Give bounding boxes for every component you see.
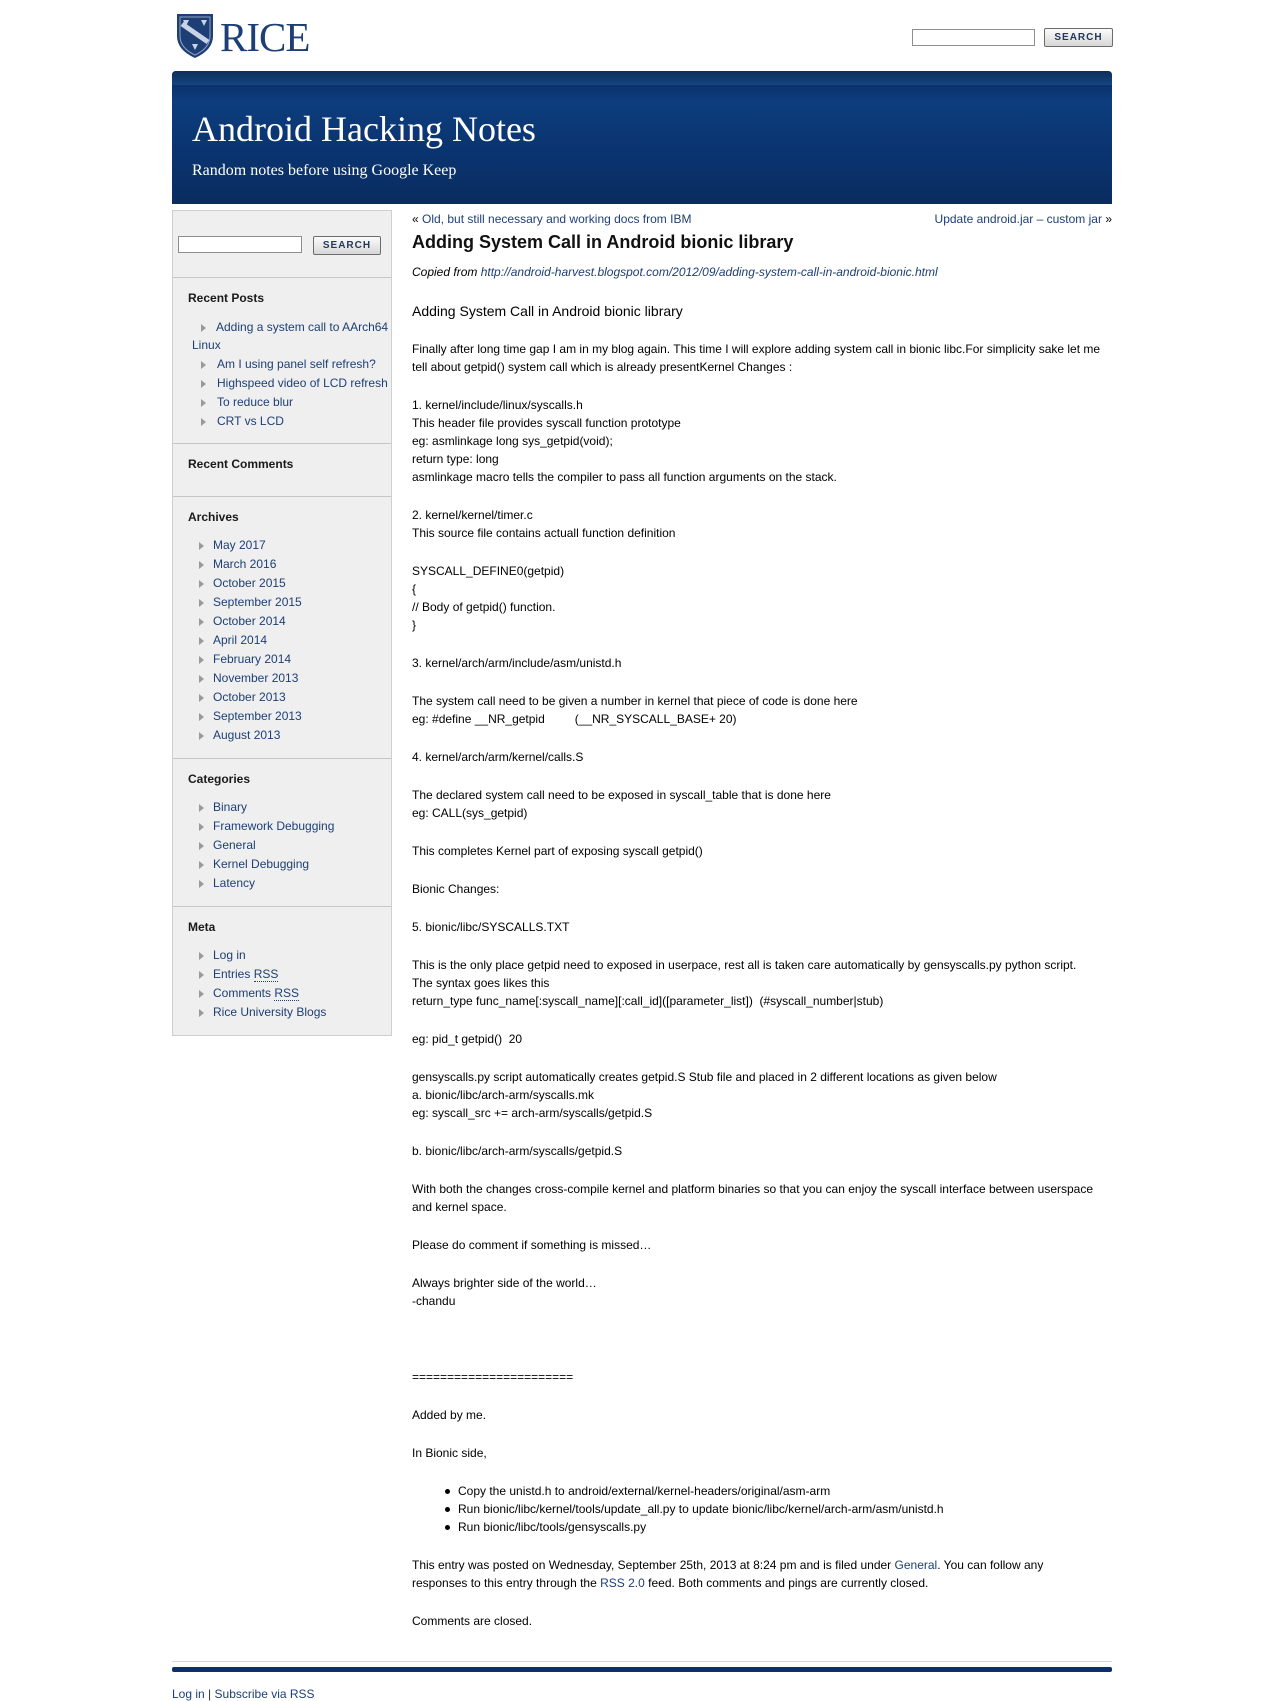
bullet-arrow-icon (199, 804, 204, 812)
category-item[interactable] (173, 836, 391, 855)
next-post-nav (935, 212, 1112, 226)
recent-post-link[interactable]: Highspeed video of LCD refresh (217, 376, 388, 390)
recent-posts-list-rest (173, 355, 391, 431)
body-line: ======================= (412, 1370, 574, 1384)
bullet-arrow-icon (199, 542, 204, 550)
prev-arrow: « (412, 212, 419, 226)
archive-link[interactable]: October 2015 (213, 576, 286, 590)
bullet-arrow-icon (199, 618, 204, 626)
archive-item[interactable] (173, 631, 391, 650)
blog-header-banner (172, 71, 1112, 204)
recent-posts-heading: Recent Posts (188, 291, 265, 305)
rss-abbr: RSS (274, 986, 300, 1000)
body-line: 4. kernel/arch/arm/kernel/calls.S (412, 750, 584, 764)
entries-rss-link[interactable] (213, 967, 278, 982)
body-line: 1. kernel/include/linux/syscalls.h (412, 398, 583, 412)
post-subheading: Adding System Call in Android bionic library (412, 303, 683, 319)
categories-heading: Categories (188, 772, 251, 786)
previous-post-link[interactable]: Old, but still necessary and working docs from IBM (422, 212, 692, 226)
previous-post-nav (412, 212, 691, 226)
archive-item[interactable] (173, 669, 391, 688)
post-meta-text: feed. Both comments and pings are currently closed. (648, 1576, 929, 1590)
body-line: The declared system call need to be exposed in syscall_table that is done here (412, 788, 831, 802)
rice-logo[interactable] (176, 12, 310, 60)
meta-heading: Meta (188, 920, 216, 934)
body-line: b. bionic/libc/arch-arm/syscalls/getpid.S (412, 1144, 623, 1158)
body-line: // Body of getpid() function. (412, 600, 556, 614)
body-line: With both the changes cross-compile kernel and platform binaries so that you can enjoy the syscall interface between userspace (412, 1182, 1094, 1196)
archive-link[interactable]: February 2014 (213, 652, 292, 666)
body-line: 3. kernel/arch/arm/include/asm/unistd.h (412, 656, 622, 670)
bullet-arrow-icon (199, 599, 204, 607)
bullet-arrow-icon (199, 694, 204, 702)
bullet-arrow-icon (199, 971, 204, 979)
copied-label: Copied from (412, 265, 478, 279)
archives-list (173, 536, 391, 745)
bullet-list-item: Run bionic/libc/kernel/tools/update_all.py to update bionic/libc/kernel/arch-arm/asm/unistd.h (458, 1502, 944, 1516)
body-line: In Bionic side, (412, 1446, 487, 1460)
category-general-link[interactable]: General (894, 1558, 938, 1572)
body-line: return_type func_name[:syscall_name][:call_id]([parameter_list]) (#syscall_number|stub) (412, 994, 884, 1008)
category-item[interactable] (173, 798, 391, 817)
archive-link[interactable]: October 2014 (213, 614, 286, 628)
bullet-arrow-icon (199, 823, 204, 831)
archive-item[interactable] (173, 555, 391, 574)
archive-item[interactable] (173, 536, 391, 555)
recent-post-link[interactable]: Am I using panel self refresh? (217, 357, 376, 371)
category-link[interactable]: Latency (213, 876, 256, 890)
category-link[interactable]: Framework Debugging (213, 819, 335, 833)
category-item[interactable] (173, 817, 391, 836)
sidebar-search-button[interactable]: SEARCH (313, 236, 381, 255)
source-url-link[interactable]: http://android-harvest.blogspot.com/2012/09/adding-system-call-in-android-bionic.html (480, 265, 938, 279)
body-line: } (412, 618, 417, 632)
post-meta-line (412, 1574, 928, 1592)
body-line: Please do comment if something is missed… (412, 1238, 652, 1252)
categories-list (173, 798, 391, 893)
archive-link[interactable]: August 2013 (213, 728, 281, 742)
archive-link[interactable]: April 2014 (213, 633, 268, 647)
recent-post-item[interactable] (173, 318, 391, 356)
bullet-arrow-icon (199, 861, 204, 869)
sidebar-divider (173, 906, 391, 907)
footer-log-in-link[interactable]: Log in (172, 1687, 205, 1701)
bullet-arrow-icon (199, 656, 204, 664)
archive-item[interactable] (173, 688, 391, 707)
bullet-arrow-icon (201, 361, 206, 369)
bullet-arrow-icon (199, 952, 204, 960)
body-line: SYSCALL_DEFINE0(getpid) (412, 564, 565, 578)
logo-text: RICE (220, 14, 310, 60)
meta-item[interactable] (173, 984, 391, 1003)
archive-link[interactable]: November 2013 (213, 671, 299, 685)
bullet-arrow-icon (201, 399, 206, 407)
bullet-arrow-icon (199, 580, 204, 588)
recent-post-link-continuation[interactable]: Linux (192, 338, 221, 352)
rice-blogs-link[interactable]: Rice University Blogs (213, 1005, 327, 1019)
bullet-arrow-icon (199, 561, 204, 569)
comments-rss-link[interactable] (213, 986, 299, 1001)
archive-link[interactable]: March 2016 (213, 557, 277, 571)
sidebar-divider (173, 443, 391, 444)
recent-post-item[interactable] (173, 374, 391, 393)
sidebar-divider (173, 758, 391, 759)
body-line: Finally after long time gap I am in my blog again. This time I will explore adding system call in bionic libc.For simplicity sake let me (412, 342, 1101, 356)
body-line: return type: long (412, 452, 499, 466)
rss-feed-link[interactable]: RSS 2.0 (600, 1576, 645, 1590)
body-line: Added by me. (412, 1408, 487, 1422)
sidebar-divider (173, 277, 391, 278)
meta-item[interactable] (173, 965, 391, 984)
body-line: eg: syscall_src += arch-arm/syscalls/getpid.S (412, 1106, 653, 1120)
bullet-list-item: Copy the unistd.h to android/external/kernel-headers/original/asm-arm (458, 1484, 831, 1498)
archive-item[interactable] (173, 707, 391, 726)
category-link[interactable]: Binary (213, 800, 248, 814)
body-line: and kernel space. (412, 1200, 507, 1214)
body-line: Always brighter side of the world… (412, 1276, 597, 1290)
bullet-arrow-icon (199, 842, 204, 850)
archive-item[interactable] (173, 574, 391, 593)
body-line: 5. bionic/libc/SYSCALLS.TXT (412, 920, 570, 934)
bullet-list-item: Run bionic/libc/tools/gensyscalls.py (458, 1520, 647, 1534)
body-line: gensyscalls.py script automatically creates getpid.S Stub file and placed in 2 different locations as given below (412, 1070, 997, 1084)
sidebar-search-input[interactable] (178, 236, 302, 253)
category-link[interactable]: General (213, 838, 256, 852)
header-search-input[interactable] (912, 29, 1035, 46)
log-in-link[interactable]: Log in (213, 948, 246, 962)
body-line: -chandu (412, 1294, 456, 1308)
comments-closed-notice: Comments are closed. (412, 1614, 533, 1628)
bullet-arrow-icon (199, 637, 204, 645)
body-line: eg: asmlinkage long sys_getpid(void); (412, 434, 613, 448)
header-search-button[interactable]: SEARCH (1044, 28, 1113, 47)
entries-label: Entries (213, 967, 251, 981)
footer-bar (172, 1667, 1112, 1672)
bullet-arrow-icon (199, 1009, 204, 1017)
body-line: This header file provides syscall function prototype (412, 416, 681, 430)
sidebar-divider (173, 496, 391, 497)
archive-item[interactable] (173, 650, 391, 669)
archive-item[interactable] (173, 593, 391, 612)
archive-link[interactable]: September 2015 (213, 595, 302, 609)
category-link[interactable]: Kernel Debugging (213, 857, 310, 871)
bullet-arrow-icon (201, 324, 206, 332)
meta-item[interactable] (173, 946, 391, 965)
body-line: tell about getpid() system call which is already presentKernel Changes : (412, 360, 793, 374)
archive-link[interactable]: October 2013 (213, 690, 286, 704)
body-line: eg: CALL(sys_getpid) (412, 806, 528, 820)
recent-post-item[interactable] (173, 393, 391, 412)
bullet-arrow-icon (201, 380, 206, 388)
bullet-arrow-icon (199, 713, 204, 721)
body-line: eg: pid_t getpid() 20 (412, 1032, 523, 1046)
bullet-arrow-icon (199, 732, 204, 740)
next-arrow: » (1105, 212, 1112, 226)
body-line: a. bionic/libc/arch-arm/syscalls.mk (412, 1088, 595, 1102)
footer-divider (172, 1661, 1112, 1662)
recent-comments-heading: Recent Comments (188, 457, 294, 471)
archives-heading: Archives (188, 510, 239, 524)
comments-label: Comments (213, 986, 272, 1000)
post-meta-text: responses to this entry through the (412, 1576, 597, 1590)
recent-post-link[interactable]: CRT vs LCD (217, 414, 284, 428)
footer-subscribe-link[interactable]: Subscribe via RSS (214, 1687, 315, 1701)
footer-separator: | (208, 1687, 212, 1701)
blog-tagline: Random notes before using Google Keep (192, 162, 457, 179)
recent-post-link[interactable]: Adding a system call to AArch64 (216, 320, 389, 334)
category-item[interactable] (173, 874, 391, 893)
next-post-link[interactable]: Update android.jar – custom jar (934, 212, 1102, 226)
body-line: eg: #define __NR_getpid (__NR_SYSCALL_BASE+ 20) (412, 712, 737, 726)
body-line: This is the only place getpid need to exposed in userpace, rest all is taken care automatically by gensyscalls.py python script. (412, 958, 1077, 972)
sidebar (172, 210, 392, 1036)
bullet-arrow-icon (199, 675, 204, 683)
body-line: The system call need to be given a number in kernel that piece of code is done here (412, 694, 858, 708)
banner-top-stripe (172, 71, 1112, 85)
recent-post-item[interactable] (173, 355, 391, 374)
archive-link[interactable]: September 2013 (213, 709, 302, 723)
archive-item[interactable] (173, 612, 391, 631)
post-meta-text: This entry was posted on Wednesday, September 25th, 2013 at 8:24 pm and is filed under (412, 1558, 892, 1572)
copied-from-line (412, 263, 938, 281)
bullet-arrow-icon (201, 418, 206, 426)
bullet-arrow-icon (199, 990, 204, 998)
body-line: asmlinkage macro tells the compiler to pass all function arguments on the stack. (412, 470, 837, 484)
body-line: { (412, 582, 417, 596)
meta-item[interactable] (173, 1003, 391, 1022)
body-line: 2. kernel/kernel/timer.c (412, 508, 533, 522)
archive-link[interactable]: May 2017 (213, 538, 266, 552)
rss-abbr: RSS (253, 967, 279, 981)
body-line: The syntax goes likes this (412, 976, 550, 990)
post-title: Adding System Call in Android bionic library (412, 232, 794, 252)
recent-post-item[interactable] (173, 412, 391, 431)
post-meta-text: . You can follow any (937, 1558, 1044, 1572)
body-line: Bionic Changes: (412, 882, 500, 896)
footer-links (172, 1687, 315, 1701)
archive-item[interactable] (173, 726, 391, 745)
blog-title[interactable]: Android Hacking Notes (192, 109, 536, 149)
post-meta-line (412, 1556, 1043, 1574)
body-line: This source file contains actuall function definition (412, 526, 676, 540)
category-item[interactable] (173, 855, 391, 874)
body-line: This completes Kernel part of exposing syscall getpid() (412, 844, 703, 858)
meta-list (173, 946, 391, 1022)
bullet-arrow-icon (199, 880, 204, 888)
recent-post-link[interactable]: To reduce blur (217, 395, 294, 409)
